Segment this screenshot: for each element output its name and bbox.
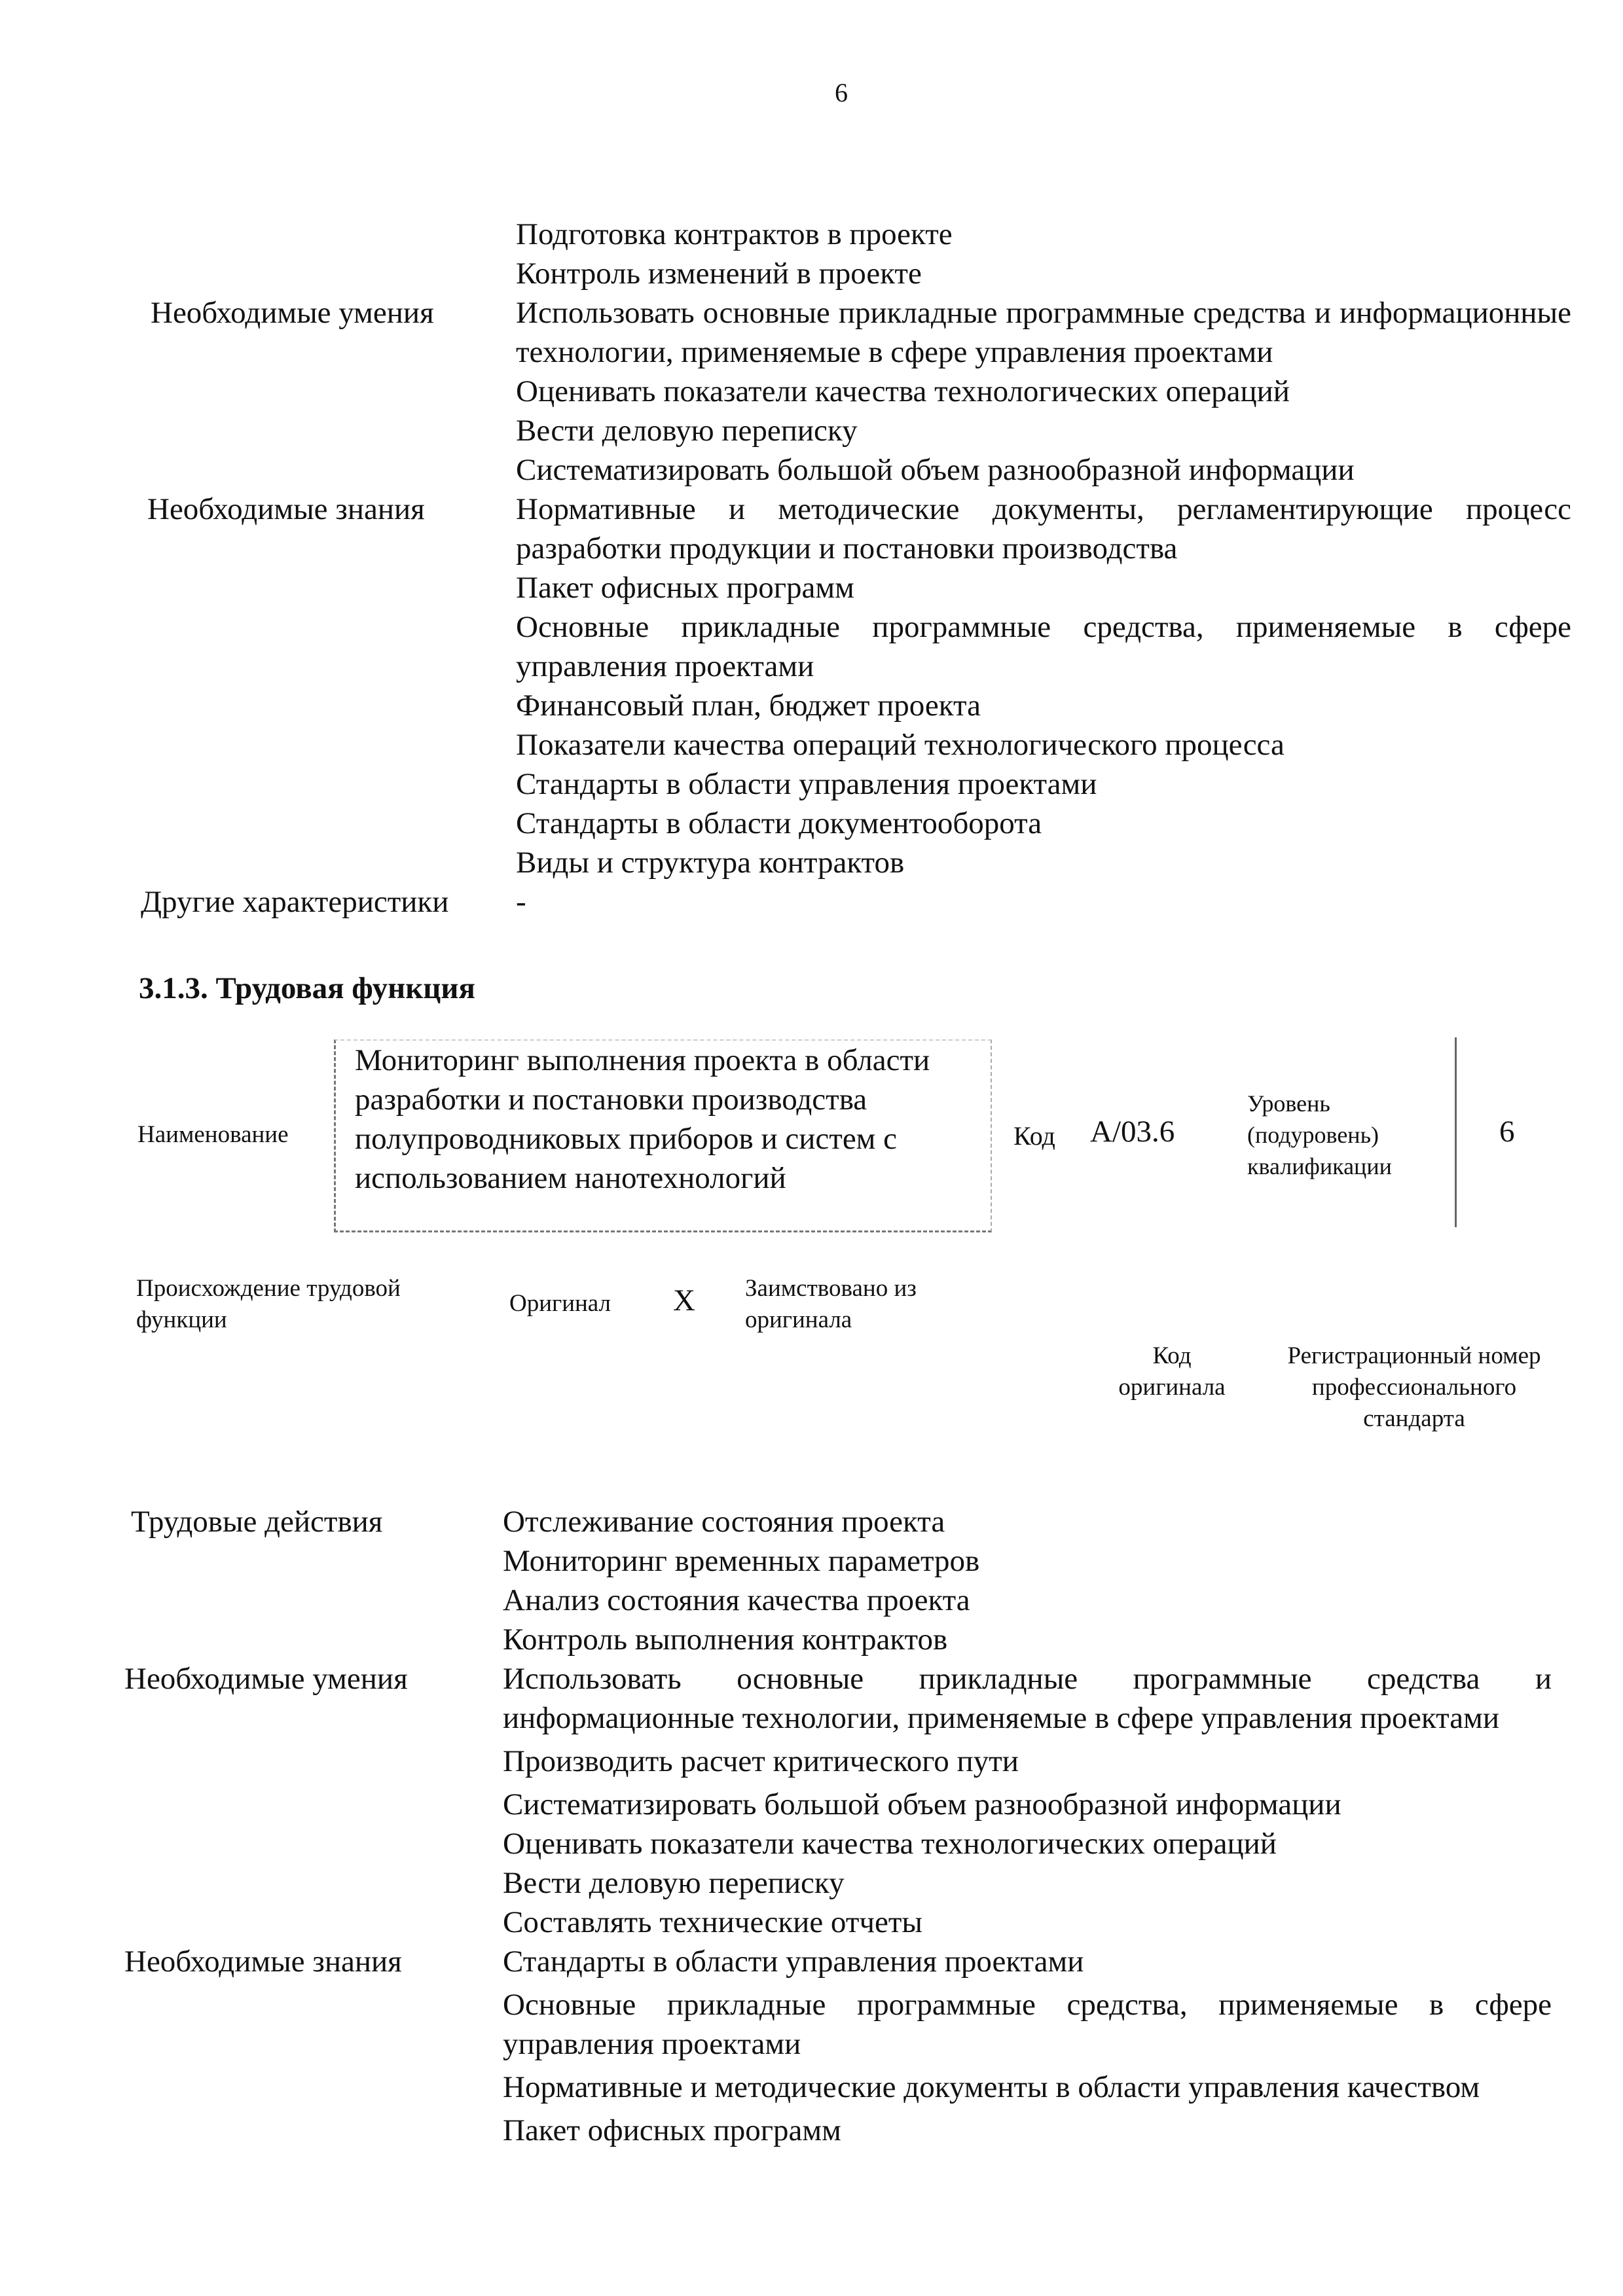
list-item: Пакет офисных программ	[516, 571, 854, 605]
list-item: Оценивать показатели качества технологических операций	[503, 1827, 1277, 1861]
top-section	[118, 215, 1571, 922]
list-item: Систематизировать большой объем разнообразной информации	[516, 453, 1355, 487]
top-row-knowledge	[118, 490, 1571, 882]
list-item: Стандарты в области документооборота	[516, 806, 1042, 840]
code-label: Код	[1013, 1121, 1055, 1151]
list-item: Нормативные и методические документы в области управления качеством	[503, 2070, 1480, 2104]
bottom-row-actions	[124, 1502, 1552, 1659]
row-label: Необходимые умения	[151, 296, 434, 330]
list-item: Нормативные и методические документы, регламентирующие процесс разработки продукции и постановки производства	[516, 492, 1571, 565]
name-label: Наименование	[137, 1121, 289, 1148]
bottom-row-skills	[124, 1659, 1552, 1942]
list-item: Основные прикладные программные средства, применяемые в сфере управления проектами	[516, 610, 1571, 683]
list-item: Подготовка контрактов в проекте	[516, 217, 953, 251]
list-item: Контроль выполнения контрактов	[503, 1623, 948, 1657]
list-item: Стандарты в области управления проектами	[503, 1945, 1084, 1979]
list-item: Контроль изменений в проекте	[516, 257, 922, 291]
origin-label: Происхождение трудовой функции	[136, 1275, 401, 1333]
original-mark: X	[673, 1283, 695, 1318]
row-label: Необходимые знания	[147, 492, 425, 526]
row-label: Трудовые действия	[131, 1505, 383, 1539]
list-item: Стандарты в области управления проектами	[516, 767, 1097, 801]
list-item: Использовать основные прикладные программные средства и информационные технологии, применяемые в сфере управления проектами	[503, 1662, 1552, 1735]
code-value: A/03.6	[1090, 1115, 1175, 1149]
row-label	[118, 215, 516, 293]
list-item: Составлять технические отчеты	[503, 1905, 922, 1939]
list-item: Виды и структура контрактов	[516, 846, 905, 880]
top-row-contracts	[118, 215, 1571, 293]
divider	[1455, 1037, 1457, 1227]
list-item: Вести деловую переписку	[516, 414, 858, 448]
code-original-label: Код оригинала	[1118, 1342, 1226, 1401]
top-row-skills	[118, 293, 1571, 490]
list-item: Отслеживание состояния проекта	[503, 1505, 945, 1539]
page-number: 6	[835, 78, 848, 107]
list-item: -	[516, 885, 526, 919]
top-row-other	[118, 882, 1571, 922]
row-label: Другие характеристики	[141, 885, 449, 919]
reg-number-label: Регистрационный номер профессионального стандарта	[1287, 1342, 1541, 1432]
list-item: Оценивать показатели качества технологических операций	[516, 374, 1290, 408]
list-item: Основные прикладные программные средства, применяемые в сфере управления проектами	[503, 1988, 1552, 2061]
borrowed-label: Заимствовано из оригинала	[745, 1275, 917, 1333]
name-value: Мониторинг выполнения проекта в области разработки и постановки производства полупроводниковых приборов и систем с использованием нанотехнологий	[355, 1043, 930, 1195]
original-label: Оригинал	[509, 1290, 611, 1317]
list-item: Финансовый план, бюджет проекта	[516, 689, 981, 723]
level-value: 6	[1499, 1115, 1515, 1149]
level-label: Уровень (подуровень) квалификации	[1247, 1090, 1392, 1179]
list-item: Мониторинг временных параметров	[503, 1544, 980, 1578]
bottom-section	[124, 1502, 1552, 2150]
list-item: Показатели качества операций технологического процесса	[516, 728, 1285, 762]
bottom-row-knowledge	[124, 1942, 1552, 2150]
row-label: Необходимые знания	[124, 1945, 402, 1979]
list-item: Использовать основные прикладные программные средства и информационные технологии, применяемые в сфере управления проектами	[516, 296, 1571, 369]
list-item: Вести деловую переписку	[503, 1866, 845, 1900]
list-item: Пакет офисных программ	[503, 2113, 841, 2147]
list-item: Систематизировать большой объем разнообразной информации	[503, 1787, 1341, 1821]
list-item: Анализ состояния качества проекта	[503, 1583, 970, 1617]
row-label: Необходимые умения	[124, 1662, 408, 1696]
section-heading: 3.1.3. Трудовая функция	[139, 971, 475, 1005]
list-item: Производить расчет критического пути	[503, 1744, 1019, 1778]
